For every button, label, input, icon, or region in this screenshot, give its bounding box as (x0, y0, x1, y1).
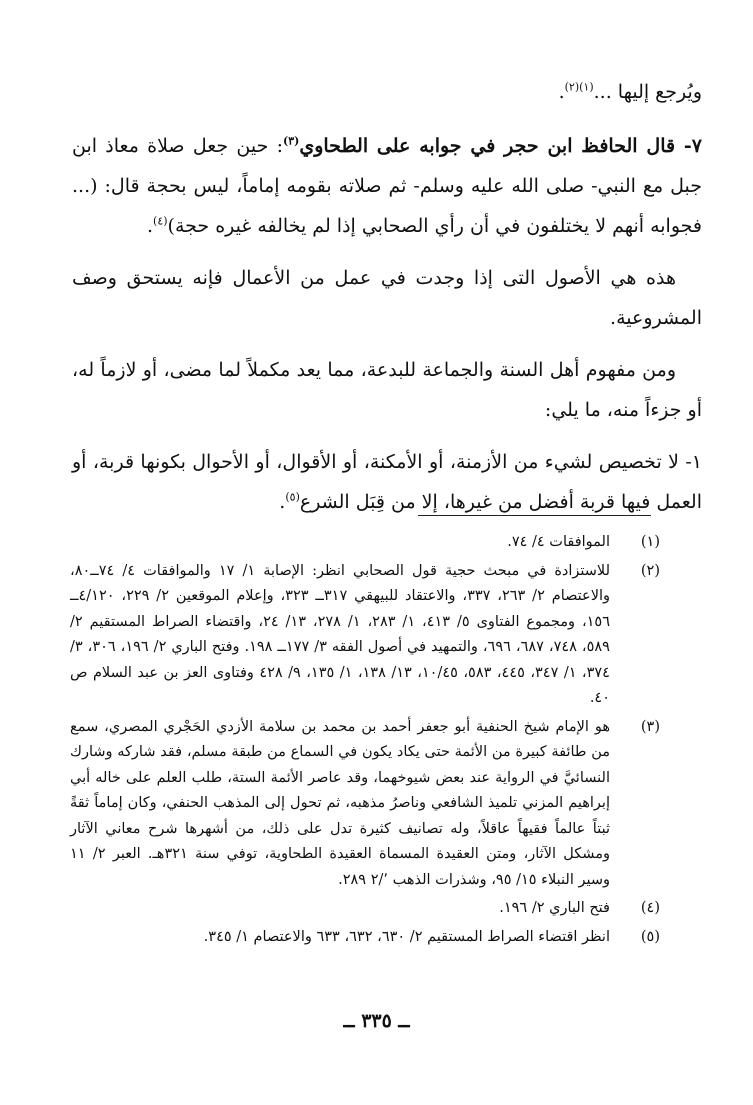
footnote (70, 925, 660, 951)
item-7-heading: ٧- قال الحافظ ابن حجر في جوابه على الطحاوي (299, 135, 702, 157)
footnote-text: الموافقات ٤/ ٧٤. (507, 534, 610, 550)
footnote-text: للاستزادة في مبحث حجية قول الصحابي انظر: الإصابة ١/ ١٧ والموافقات ٤/ ٧٤ــ٨٠، والاعتصام ٢/ ٢٦٣، ٣٣٧، والاعتقاد للبيهقي ٣١٧ــ ٣٢٣، وإعلام الموقعين ٢/ ٢٢٩، ٤/١٢٠ــ ١٥٦، ومجموع الفتاوى ٥/ ٤١٣، ١/ ٢٨٣، ١/ ٢٧٨، ١٣/ ٢٤، واقتضاء الصراط المستقيم ٢/ ٥٨٩، ٧٤٨، ٦٨٧، ٦٩٦، والتمهيد في أصول الفقه ٣/ ١٧٧ــ ١٩٨. وفتح الباري ٢/ ١٩٦، ٣٠٦، ٣/ ٣٧٤، ١/ ٣٤٧، ٤٤٥، ٥٨٣، ١٠/٤٥، ١٣/ ١٣٨، ١/ ١٣٥، ٩/ ٤٢٨ وفتاوى العز بن عبد السلام ص ٤٠. (70, 562, 611, 706)
footnote-ref[interactable]: (٤) (153, 214, 168, 228)
paragraph-2: ومن مفهوم أهل السنة والجماعة للبدعة، مما يعد مكملاً لما مضى، أو لازماً له، أو جزءاً منه، ما يلي: (72, 359, 702, 421)
top-line-text: ويُرجع إليها ... (593, 81, 702, 103)
top-line (72, 72, 702, 112)
footnote-ref[interactable]: (٥) (285, 490, 300, 504)
top-line-end: . (558, 81, 565, 103)
footnote-number: (٣) (640, 718, 660, 735)
footnote-text: هو الإمام شيخ الحنفية أبو جعفر أحمد بن محمد بن سلامة الأزدي الحَجْري المصري، سمع من طائفة كبيرة من الأئمة حتى يكاد يكون في السماع من طبقة مسلم، فقد شاركه وشارك النسائيَّ في الرواية عند بعض شيوخهما، وقد عاصر الأئمة الستة، طلب العلم على خاله أبي إبراهيم المزني تلميذ الشافعي وناصرُ مذهبه، ثم تحول إلى المذهب الحنفي، وكان إماماً ثقةً ثبتاً عالماً فقيهاً عاقلاً، وله تصانيف كثيرة تدل على ذلك، من أشهرها شرح معاني الآثار ومشكل الآثار، ومتن العقيدة المسماة العقيدة الطحاوية، توفي سنة ٣٢١هـ. العبر ٢/ ١١ وسير النبلاء ١٥/ ٩٥، وشذرات الذهب ٢/٬ ٢٨٩. (70, 718, 610, 888)
footnote-text: فتح الباري ٢/ ١٩٦. (499, 900, 610, 916)
footnote (70, 715, 660, 894)
item-7-paragraph (72, 126, 702, 246)
item-7-text: : حين جعل صلاة معاذ ابن جبل مع النبي- صلى الله عليه وسلم- ثم صلاته بقومه إماماً، ليس بحجة قال: (... فجوابه أنهم لا يختلفون في أن رأي الصحابي إذا لم يخالفه غيره حجة) (72, 135, 702, 237)
footnote (70, 530, 660, 556)
footnote-ref[interactable]: (١)(٢) (564, 80, 594, 94)
main-text (72, 72, 702, 522)
item-1-end: . (279, 491, 286, 513)
footnote-number: (٤) (640, 900, 660, 916)
page-number: ــ ٣٣٥ ــ (343, 1010, 410, 1032)
item-1-text: ١- لا تخصيص لشيء من الأزمنة، أو الأمكنة، أو الأقوال، أو الأحوال بكونها قربة، أو العمل فيها قربة أفضل من غيرها، إلا من قِبَل الشرع (72, 451, 702, 513)
footnote-number: (٢) (640, 562, 660, 579)
footnote-ref[interactable]: (٣) (282, 134, 300, 148)
footnote-number: (١) (640, 534, 660, 550)
footnote (70, 896, 660, 922)
item-1-paragraph (72, 442, 702, 522)
footnotes (70, 530, 660, 953)
footnote-number: (٥) (640, 928, 660, 945)
footnote-separator (418, 515, 651, 516)
footnote-text: انظر اقتضاء الصراط المستقيم ٢/ ٦٣٠، ٦٣٢، ٦٣٣ والاعتصام ١/ ٣٤٥. (203, 928, 610, 945)
footnote (70, 559, 660, 712)
item-7-end: . (146, 215, 154, 237)
paragraph-1: هذه هي الأصول التى إذا وجدت في عمل من الأعمال فإنه يستحق وصف المشروعية. (72, 267, 702, 329)
